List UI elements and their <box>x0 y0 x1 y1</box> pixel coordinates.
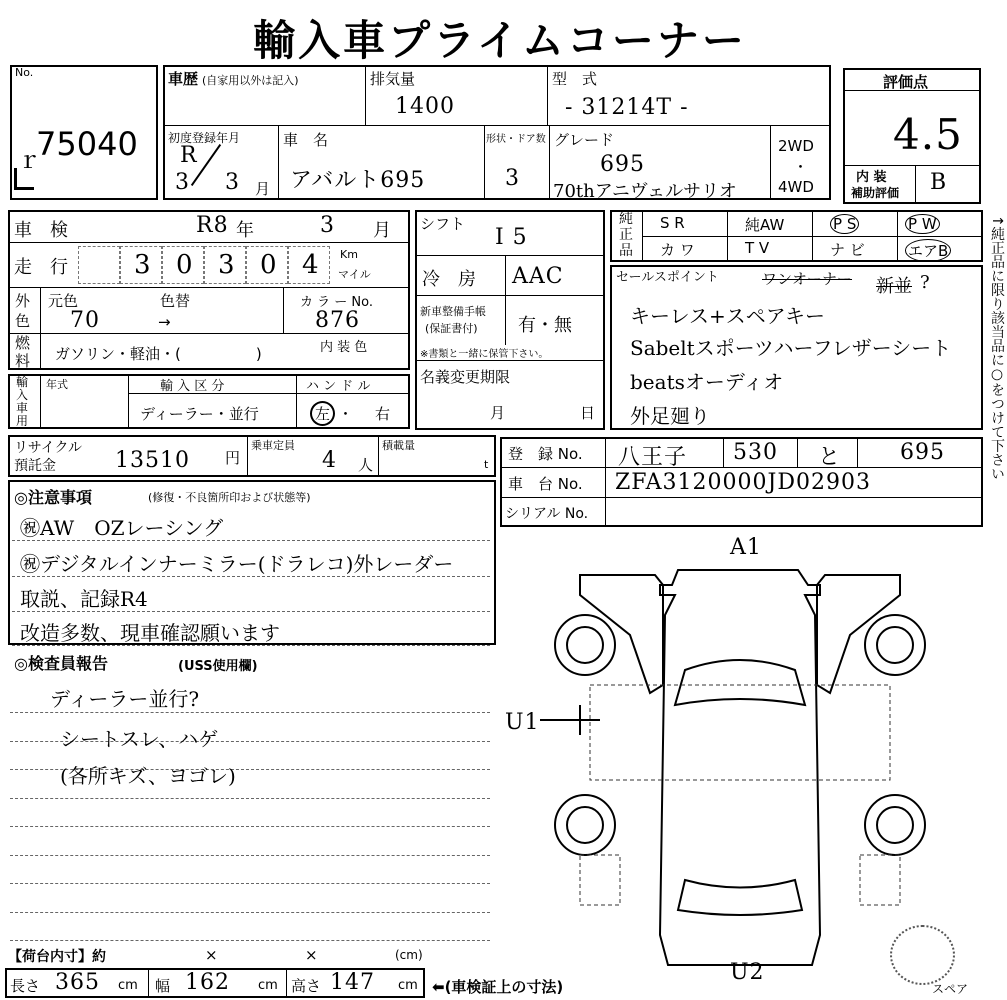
lot-no-label: No. <box>15 66 34 79</box>
inspector-line: (各所キズ、ヨゴレ) <box>60 764 236 788</box>
notes-line: 改造多数、現車確認願います <box>20 621 280 645</box>
ac-label: 冷 房 <box>422 269 476 290</box>
width-label: 幅 <box>155 977 171 995</box>
mileage-unit-km: Km <box>340 248 358 261</box>
color-arrow: → <box>158 313 171 331</box>
width-value: 162 <box>185 970 230 995</box>
equipment-side-label: 純正品 <box>619 211 633 259</box>
equipment-item-1-4: P W <box>905 214 940 234</box>
handle-right: 右 <box>375 405 391 423</box>
equipment-item-1-2: 純AW <box>745 216 785 234</box>
sales-point-line: 外足廻り <box>630 404 710 428</box>
left-door-outline <box>580 575 663 693</box>
diagram-mark-u2: U2 <box>730 960 765 985</box>
length-label: 長さ <box>10 977 41 995</box>
history-note: (自家用以外は記入) <box>202 74 299 87</box>
handle-left: 左 <box>310 401 335 426</box>
mileage-digit: 0 <box>176 250 194 280</box>
sales-point-line: Sabeltスポーツハーフレザーシート <box>630 336 952 360</box>
cargo-label: 【荷台内寸】約 <box>8 949 106 965</box>
interior-score-label-1: 内 装 <box>856 170 887 185</box>
first-reg-month: 3 <box>225 170 240 195</box>
handle-label: ハ ン ド ル <box>306 379 371 394</box>
windshield-outline <box>675 660 805 705</box>
handle-dot: ・ <box>338 405 354 423</box>
length-value: 365 <box>55 970 100 995</box>
inspector-line: シートスレ、ハゲ <box>60 727 219 751</box>
sales-points-crossed: ワンオーナー <box>762 270 853 288</box>
notes-subtitle: (修復・不良箇所印および状態等) <box>148 491 311 504</box>
import-side-label: 輸入車用 <box>16 375 29 428</box>
mileage-digit: 4 <box>302 250 320 280</box>
equipment-item-2-1: カ ワ <box>660 241 695 259</box>
serial-label: シリアル No. <box>505 506 589 522</box>
diagram-mark-a1: A1 <box>730 535 762 560</box>
registration-class: 530 <box>733 440 778 465</box>
recycle-unit: 円 <box>225 449 241 467</box>
drive-dot: ・ <box>793 158 809 176</box>
interior-score-value: B <box>930 170 948 195</box>
manual-value: 有・無 <box>518 315 572 336</box>
width-unit: cm <box>258 978 278 993</box>
notes-line: 取説、記録R4 <box>20 587 148 611</box>
score-label: 評価点 <box>883 73 929 91</box>
first-reg-month-unit: 月 <box>255 180 271 198</box>
score-value: 4.5 <box>893 110 963 159</box>
history-label: 車歴 <box>168 70 199 88</box>
import-div-label: 輸 入 区 分 <box>160 379 225 394</box>
spare-label: スペア <box>932 982 969 996</box>
equipment-item-2-2: T V <box>745 239 770 257</box>
sales-point-line: キーレス+スペアキー <box>630 304 825 328</box>
registration-label: 登 録 No. <box>508 445 583 463</box>
mileage-digit: 3 <box>134 250 152 280</box>
manual-label-1: 新車整備手帳 <box>420 305 486 318</box>
inspector-rule <box>10 712 490 713</box>
lot-number: 75040 <box>36 125 138 163</box>
chassis-label: 車 台 No. <box>508 475 583 493</box>
capacity-value: 4 <box>322 448 337 473</box>
manual-note: ※書類と一緒に保管下さい。 <box>420 349 549 360</box>
color-orig-label: 元色 <box>48 292 79 310</box>
interior-score-label-2: 補助評価 <box>851 186 900 200</box>
mileage-digit: 0 <box>260 250 278 280</box>
height-label: 高さ <box>291 977 322 995</box>
car-damage-diagram <box>540 535 940 985</box>
sales-points-question: ? <box>920 272 930 293</box>
inspector-line: ディーラー並行? <box>50 687 200 711</box>
equipment-side-note: ↑純正品に限り該当品に○をつけて下さい <box>989 215 1005 481</box>
car-name-label: 車 名 <box>283 131 329 149</box>
inspector-rule <box>10 826 490 827</box>
inspection-year-unit: 年 <box>236 220 254 241</box>
shift-value: I 5 <box>495 225 528 250</box>
displacement-value: 1400 <box>395 94 455 119</box>
name-change-label: 名義変更期限 <box>420 368 511 386</box>
inspector-rule <box>10 912 490 913</box>
recycle-label-1: リサイクル <box>14 440 83 456</box>
chassis-value: ZFA3120000JD02903 <box>615 470 871 495</box>
height-unit: cm <box>398 978 418 993</box>
diagram-mark-u1: U1 <box>505 710 540 735</box>
notes-title: ◎注意事項 <box>14 488 92 507</box>
inspector-title: ◎検査員報告 <box>14 654 108 673</box>
name-change-month: 月 <box>490 404 506 422</box>
shape-label: 形状・ドア数 <box>486 134 546 145</box>
inspector-rule <box>10 940 490 941</box>
capacity-unit: 人 <box>358 456 374 474</box>
page-title: 輸入車プライムコーナー <box>253 16 747 65</box>
load-unit: t <box>484 458 489 471</box>
notes-line: ㊗AW OZレーシング <box>20 516 224 540</box>
sales-points-label: セールスポイント <box>616 270 719 285</box>
fuel-options: ガソリン・軽油・( ) <box>55 345 262 363</box>
first-reg-era: R <box>180 143 198 168</box>
rear-window-outline <box>678 880 802 915</box>
car-name-value: アバルト695 <box>290 168 426 193</box>
spare-tire-circle <box>890 925 955 985</box>
inspection-month-unit: 月 <box>373 220 391 241</box>
inspector-rule <box>10 798 490 799</box>
color-side-label: 外色 <box>15 292 31 330</box>
equipment-item-2-4: エアB <box>905 239 951 262</box>
color-code-label: カ ラ ー No. <box>300 295 373 310</box>
dimensions-note: ⬅(車検証上の寸法) <box>432 978 564 996</box>
mileage-unit-mile: マイル <box>338 268 371 281</box>
grade-value-1: 695 <box>600 152 645 177</box>
mileage-digit-cell <box>78 246 120 284</box>
name-change-day: 日 <box>580 404 596 422</box>
registration-kana: と <box>818 445 842 470</box>
mileage-label: 走 行 <box>14 257 68 278</box>
model-value: - 31214T - <box>565 95 689 120</box>
inspection-label: 車 検 <box>14 220 68 241</box>
notes-line: ㊗デジタルインナーミラー(ドラレコ)外レーダー <box>20 552 454 576</box>
cargo-x2: × <box>305 946 318 964</box>
cargo-unit: (cm) <box>395 948 423 962</box>
sales-point-line: beatsオーディオ <box>630 370 784 394</box>
ac-value: AAC <box>512 264 564 289</box>
color-orig-value: 70 <box>70 308 100 333</box>
fuel-side-label: 燃料 <box>15 334 31 370</box>
equipment-item-1-3: P S <box>830 214 859 234</box>
grade-label: グレード <box>554 131 615 149</box>
inspector-subtitle: (USS使用欄) <box>178 659 258 674</box>
first-reg-year: 3 <box>175 170 190 195</box>
lot-corner-mark <box>14 168 34 190</box>
cargo-x1: × <box>205 946 218 964</box>
lot-prefix-mark: ｒ <box>17 146 42 174</box>
import-div-value: ディーラー・並行 <box>140 405 259 423</box>
sales-points-crossed-2: 新並 <box>876 276 912 297</box>
capacity-label: 乗車定員 <box>251 439 295 452</box>
displacement-label: 排気量 <box>370 70 416 88</box>
grade-value-2: 70thアニヴェルサリオ <box>553 181 737 202</box>
equipment-item-1-1: S R <box>660 214 685 232</box>
model-label: 型 式 <box>552 70 598 88</box>
car-body-outline <box>660 570 820 965</box>
registration-area: 八王子 <box>618 445 688 470</box>
import-year-label: 年式 <box>46 378 68 391</box>
equipment-item-2-3: ナ ビ <box>830 241 865 259</box>
color-change-label: 色替 <box>160 292 191 310</box>
right-door-outline <box>817 575 900 693</box>
registration-number: 695 <box>900 440 945 465</box>
color-code-value: 876 <box>315 308 360 333</box>
recycle-label-2: 預託金 <box>14 458 56 474</box>
shift-label: シフト <box>420 215 466 233</box>
height-value: 147 <box>330 970 375 995</box>
inspection-year: R8 <box>196 213 229 238</box>
mileage-digit: 3 <box>218 250 236 280</box>
shape-value: 3 <box>505 166 520 191</box>
recycle-value: 13510 <box>115 448 190 473</box>
load-label: 積載量 <box>382 439 415 452</box>
inspector-rule <box>10 883 490 884</box>
manual-label-2: (保証書付) <box>425 322 478 335</box>
first-reg-label: 初度登録年月 <box>168 131 241 145</box>
interior-color-label: 内 装 色 <box>320 340 368 355</box>
inspection-month: 3 <box>320 213 335 238</box>
inspector-rule <box>10 855 490 856</box>
drive-4wd: 4WD <box>778 178 814 196</box>
drive-2wd: 2WD <box>778 137 814 155</box>
length-unit: cm <box>118 978 138 993</box>
